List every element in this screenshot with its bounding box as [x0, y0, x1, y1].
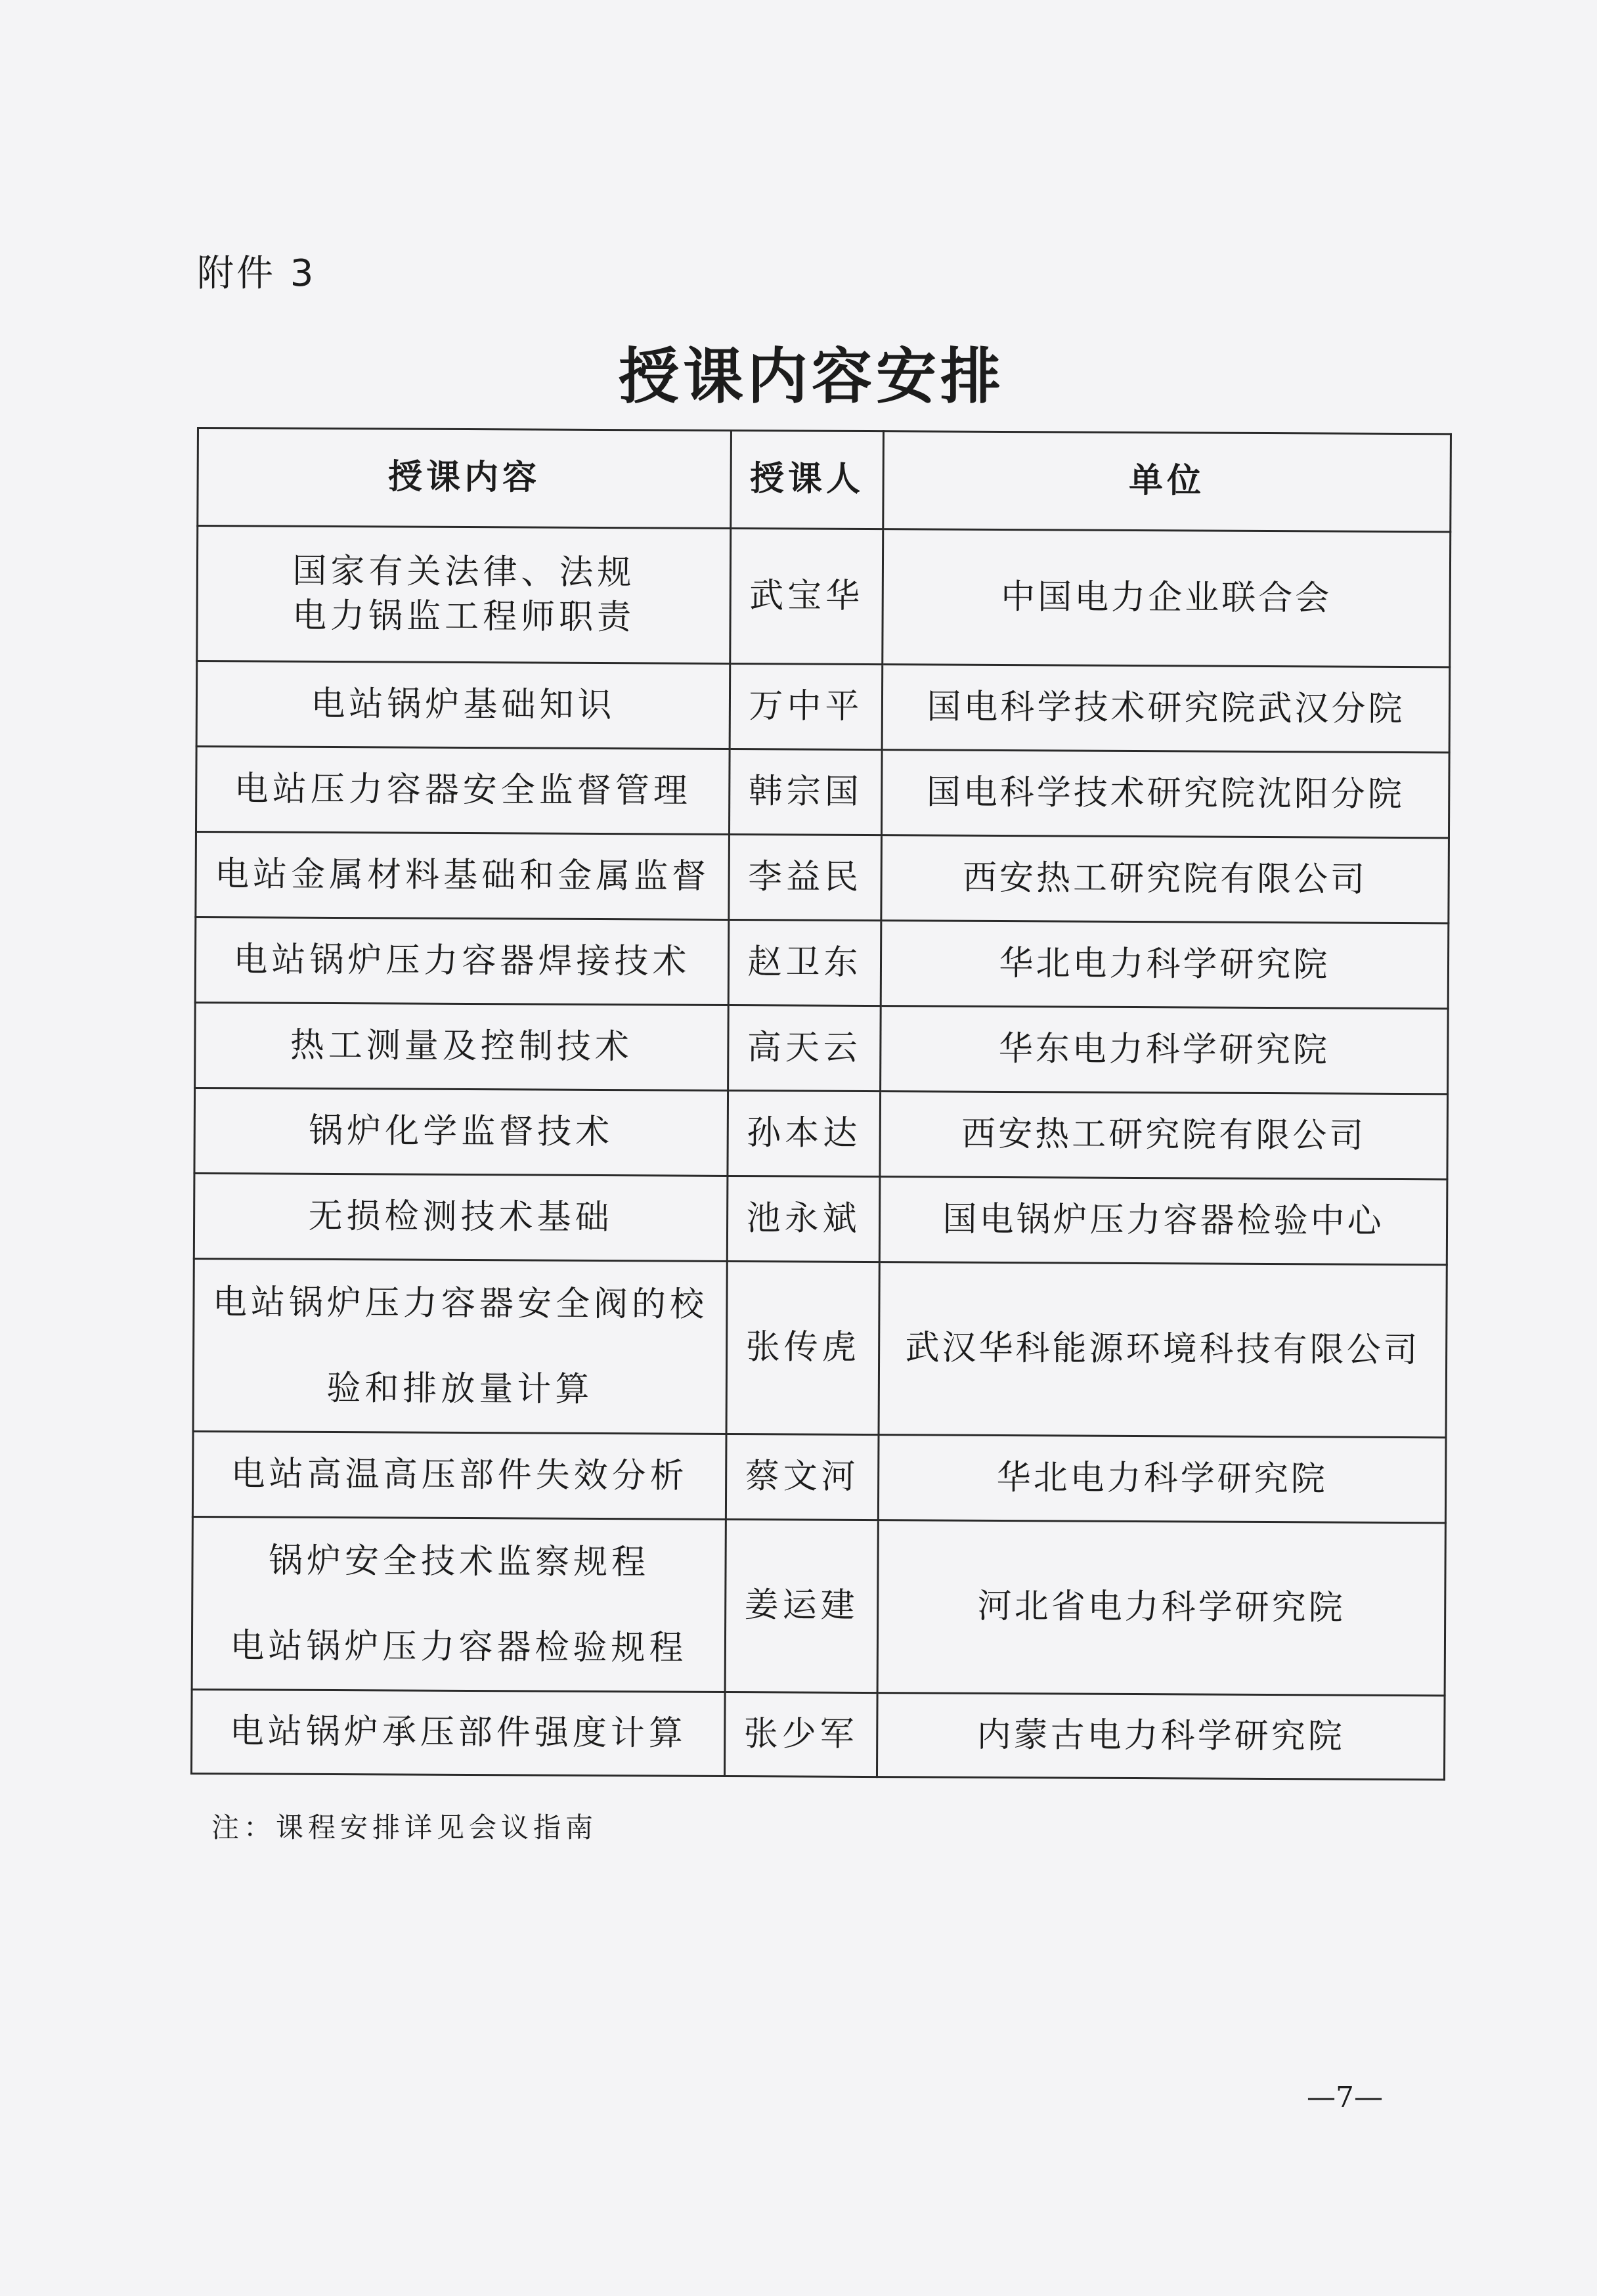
- course-content-cell: 锅炉安全技术监察规程 电站锅炉压力容器检验规程: [192, 1516, 726, 1692]
- table-row: [192, 1431, 1446, 1522]
- table-row: [193, 1258, 1447, 1437]
- course-content-cell: 电站锅炉压力容器焊接技术: [195, 917, 729, 1005]
- course-content-cell: 无损检测技术基础: [194, 1173, 728, 1261]
- header-content: 授课内容: [198, 428, 732, 529]
- unit-cell: 华北电力科学研究院: [881, 921, 1449, 1009]
- table-row: [197, 526, 1451, 667]
- course-content-cell: 锅炉化学监督技术: [194, 1088, 728, 1176]
- table-row: [195, 917, 1449, 1008]
- table-row: [191, 1689, 1445, 1779]
- course-content-cell: 电站金属材料基础和金属监督: [196, 832, 730, 920]
- course-content-cell: 电站压力容器安全监督管理: [196, 747, 730, 835]
- page-number: —7—: [1307, 2081, 1383, 2114]
- unit-cell: 西安热工研究院有限公司: [880, 1092, 1448, 1180]
- unit-cell: 国电科学技术研究院沈阳分院: [881, 750, 1449, 838]
- lecturer-cell: 万中平: [730, 663, 883, 749]
- table-row: [196, 747, 1449, 838]
- attachment-label: 附件 3: [197, 252, 317, 295]
- course-content-cell: 电站锅炉基础知识: [196, 661, 730, 749]
- unit-cell: 华东电力科学研究院: [881, 1006, 1449, 1094]
- unit-cell: 华北电力科学研究院: [878, 1435, 1446, 1523]
- table-header-row: [198, 428, 1451, 532]
- lecturer-cell: 姜运建: [725, 1519, 878, 1692]
- course-schedule-table: [190, 427, 1452, 1780]
- table-row: [195, 1002, 1449, 1093]
- unit-cell: 武汉华科能源环境科技有限公司: [879, 1262, 1447, 1438]
- lecturer-cell: 池永斌: [727, 1176, 880, 1262]
- lecturer-cell: 蔡文河: [726, 1434, 879, 1520]
- lecturer-cell: 张少军: [724, 1692, 877, 1777]
- unit-cell: 西安热工研究院有限公司: [881, 835, 1449, 923]
- lecturer-cell: 孙本达: [728, 1090, 881, 1176]
- lecturer-cell: 韩宗国: [729, 749, 882, 835]
- header-unit: 单位: [883, 431, 1451, 532]
- header-lecturer: 授课人: [731, 430, 884, 529]
- page-title: 授课内容安排: [618, 341, 1005, 412]
- table-row: [192, 1516, 1445, 1695]
- course-content-cell: 电站锅炉压力容器安全阀的校 验和排放量计算: [193, 1258, 727, 1434]
- lecturer-cell: 武宝华: [730, 528, 883, 664]
- course-content-cell: 热工测量及控制技术: [195, 1002, 729, 1090]
- course-content-cell: 电站高温高压部件失效分析: [192, 1431, 726, 1519]
- unit-cell: 中国电力企业联合会: [883, 529, 1451, 667]
- table-row: [196, 832, 1449, 923]
- course-content-cell: 国家有关法律、法规 电力锅监工程师职责: [197, 526, 731, 664]
- unit-cell: 河北省电力科学研究院: [877, 1520, 1445, 1696]
- lecturer-cell: 赵卫东: [728, 919, 881, 1005]
- footnote: 注：课程安排详见会议指南: [211, 1811, 598, 1843]
- table-row: [194, 1173, 1447, 1264]
- table-row: [194, 1088, 1448, 1179]
- lecturer-cell: 高天云: [728, 1005, 881, 1091]
- table-row: [196, 661, 1450, 753]
- unit-cell: 国电科学技术研究院武汉分院: [882, 665, 1450, 753]
- unit-cell: 国电锅炉压力容器检验中心: [879, 1177, 1447, 1265]
- unit-cell: 内蒙古电力科学研究院: [877, 1693, 1445, 1780]
- lecturer-cell: 李益民: [729, 834, 882, 920]
- lecturer-cell: 张传虎: [726, 1261, 879, 1434]
- course-content-cell: 电站锅炉承压部件强度计算: [191, 1689, 725, 1776]
